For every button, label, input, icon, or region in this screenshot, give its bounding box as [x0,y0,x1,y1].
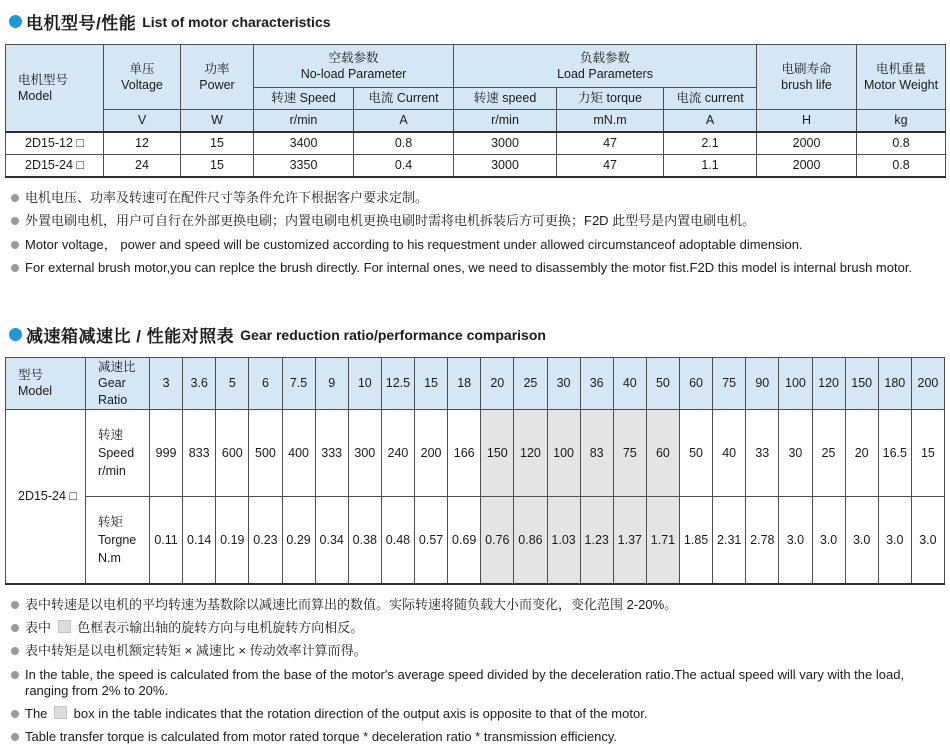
note-text: 表中转矩是以电机额定转矩 × 减速比 × 传动效率计算而得。 [25,643,367,659]
torque-value-cell: 0.76 [481,496,514,584]
torque-value-cell: 0.48 [381,496,414,584]
speed-value-cell: 333 [315,409,348,496]
torque-value-cell: 0.34 [315,496,348,584]
note-item [11,729,945,745]
speed-label-en: Speed [98,445,135,460]
section-title-motor [9,9,945,34]
note-text: Table transfer torque is calculated from motor rated torque * deceleration ratio * transmission efficiency. [25,729,618,745]
col-header-load-speed: 转速 speed [454,88,557,110]
speed-value-cell: 25 [812,409,845,496]
col-header-load-group [454,45,757,88]
note-text: Motor voltage， power and speed will be customized according to his requestment under allowed circumstanceof adoptable dimension. [25,236,803,252]
note-bullet-icon [11,241,19,249]
speed-value-cell: 33 [746,409,779,496]
torque-value-cell: 0.38 [348,496,381,584]
table-row [6,155,946,178]
unit-cell: r/min [254,110,354,133]
note-item [11,213,945,229]
model-cell: 2D15-12 □ [6,132,104,155]
speed-value-cell: 100 [547,409,580,496]
header-row-groups [6,45,946,88]
gear-ratio-value: 7.5 [282,358,315,410]
col-header-power-en: Power [199,78,235,92]
gear-ratio-value: 150 [845,358,878,410]
speed-value-cell: 50 [680,409,713,496]
speed-value-cell: 40 [713,409,746,496]
motor-table-body [6,132,946,177]
col-header-gear-ratio-zh: 减速比 [98,360,136,374]
note-item [11,706,945,722]
col-header-load-torque: 力矩 torque [557,88,664,110]
gear-ratio-value: 40 [613,358,646,410]
model-cell: 2D15-24 □ [6,155,104,178]
value-cell: 2000 [757,155,857,178]
section-title-gear [9,322,945,347]
value-cell: 0.8 [857,155,946,178]
gear-ratio-value: 5 [216,358,249,410]
col-header-model-zh: 型号 [18,368,44,383]
gear-ratio-value: 20 [481,358,514,410]
speed-value-cell: 600 [216,409,249,496]
gray-box-swatch [58,620,71,633]
value-cell: 47 [557,155,664,178]
torque-value-cell: 3.0 [812,496,845,584]
value-cell: 1.1 [664,155,757,178]
col-header-load-current: 电流 current [664,88,757,110]
col-header-model-en: Model [18,384,53,399]
torque-value-cell: 0.69 [448,496,481,584]
speed-value-cell: 240 [381,409,414,496]
note-bullet-icon [11,601,19,609]
col-header-power [181,45,254,110]
torque-value-cell: 2.31 [713,496,746,584]
torque-value-cell: 0.23 [249,496,282,584]
gear-ratio-value: 3.6 [183,358,216,410]
speed-row-label [86,409,150,496]
gear-ratio-value: 10 [348,358,381,410]
col-header-model [6,45,104,133]
section-title-zh: 减速箱减速比 / 性能对照表 [26,327,235,346]
value-cell: 0.8 [857,132,946,155]
gear-ratio-value: 90 [746,358,779,410]
value-cell: 2.1 [664,132,757,155]
col-header-brush-life [757,45,857,110]
gear-ratio-value: 3 [150,358,183,410]
value-cell: 3350 [254,155,354,178]
table-row [6,132,946,155]
torque-value-cell: 3.0 [779,496,812,584]
torque-value-cell: 3.0 [911,496,944,584]
torque-row-label [86,496,150,584]
speed-label-unit: r/min [98,463,126,478]
torque-value-cell: 1.85 [680,496,713,584]
note-text: 表中转速是以电机的平均转速为基数除以减速比而算出的数值。实际转速将随负载大小而变化，变化范围 2-20%。 [25,596,678,612]
value-cell: 3400 [254,132,354,155]
speed-value-cell: 400 [282,409,315,496]
speed-value-cell: 833 [183,409,216,496]
value-cell: 24 [104,155,181,178]
value-cell: 47 [557,132,664,155]
col-header-voltage-en: Voltage [121,78,163,92]
value-cell: 3000 [454,132,557,155]
blue-bullet-icon [9,328,22,341]
col-header-noload-en: No-load Parameter [300,67,407,81]
speed-value-cell: 15 [911,409,944,496]
col-header-noload-current: 电流 Current [354,88,454,110]
note-text: For external brush motor,you can replce the brush directly. For internal ones, we need to disassembly the motor fist.F2D this model is internal brush motor. [25,259,913,275]
torque-value-cell: 1.71 [646,496,679,584]
col-header-model [6,358,86,410]
col-header-model-zh: 电机型号 [18,72,69,87]
col-header-model-en: Model [18,89,53,103]
speed-value-cell: 60 [646,409,679,496]
torque-value-cell: 0.57 [415,496,448,584]
col-header-noload-group [254,45,454,88]
unit-cell: A [354,110,454,133]
value-cell: 0.8 [354,132,454,155]
torque-value-cell: 1.37 [613,496,646,584]
torque-value-cell: 0.11 [150,496,183,584]
note-bullet-icon [11,264,19,272]
speed-value-cell: 120 [514,409,547,496]
note-bullet-icon [11,647,19,655]
section-title-zh: 电机型号/性能 [26,14,137,33]
note-bullet-icon [11,624,19,632]
gear-ratio-value: 6 [249,358,282,410]
speed-value-cell: 75 [613,409,646,496]
col-header-load-en: Load Parameters [557,67,653,81]
gear-ratio-value: 15 [415,358,448,410]
gear-notes-list [11,597,945,746]
value-cell: 0.4 [354,155,454,178]
speed-value-cell: 20 [845,409,878,496]
col-header-weight [857,45,946,110]
note-item [11,190,945,206]
torque-label-zh: 转矩 [98,514,124,529]
note-text: 电机电压、功率及转速可在配件尺寸等条件允许下根据客户要求定制。 [25,190,429,205]
col-header-load-zh: 负载参数 [580,50,631,65]
unit-cell: r/min [454,110,557,133]
col-header-voltage-zh: 单压 [129,61,155,76]
gear-ratio-value: 50 [646,358,679,410]
motor-characteristics-table [5,44,946,178]
gear-ratio-value: 18 [448,358,481,410]
speed-value-cell: 999 [150,409,183,496]
gear-ratio-value: 180 [878,358,911,410]
torque-value-cell: 0.29 [282,496,315,584]
note-bullet-icon [11,194,19,202]
col-header-gear-ratio-en: Gear Ratio [98,376,128,407]
speed-value-cell: 16.5 [878,409,911,496]
speed-value-cell: 200 [415,409,448,496]
value-cell: 2000 [757,132,857,155]
unit-cell: H [757,110,857,133]
gear-ratio-value: 30 [547,358,580,410]
torque-row [6,496,945,584]
torque-value-cell: 3.0 [845,496,878,584]
col-header-gear-ratio [86,358,150,410]
note-item [11,620,945,636]
gear-ratio-value: 75 [713,358,746,410]
speed-value-cell: 83 [580,409,613,496]
note-item [11,643,945,659]
torque-label-en: Torgne [98,532,137,547]
torque-value-cell: 3.0 [878,496,911,584]
motor-notes-list [11,190,945,276]
speed-label-zh: 转速 [98,427,124,442]
col-header-power-zh: 功率 [204,61,230,76]
gear-ratio-value: 12.5 [381,358,414,410]
model-cell: 2D15-24 □ [6,409,86,584]
note-bullet-icon [11,671,19,679]
col-header-brush-zh: 电刷寿命 [781,61,832,76]
value-cell: 3000 [454,155,557,178]
gear-ratio-value: 36 [580,358,613,410]
gear-ratio-value: 9 [315,358,348,410]
note-text: 外置电刷电机，用户可自行在外部更换电刷；内置电刷电机更换电刷时需将电机拆装后方可更换；F2D 此型号是内置电刷电机。 [25,213,756,229]
torque-value-cell: 2.78 [746,496,779,584]
torque-value-cell: 0.86 [514,496,547,584]
header-row-units [6,110,946,133]
note-item [11,260,945,276]
unit-cell: A [664,110,757,133]
col-header-weight-zh: 电机重量 [876,61,927,76]
col-header-voltage [104,45,181,110]
note-item [11,667,945,700]
speed-value-cell: 150 [481,409,514,496]
gear-ratio-value: 25 [514,358,547,410]
note-text: The box in the table indicates that the rotation direction of the output axis is opposite to that of the motor. [25,706,648,721]
speed-value-cell: 30 [779,409,812,496]
section-title-en: Gear reduction ratio/performance comparison [240,326,546,343]
note-bullet-icon [11,710,19,718]
note-item [11,237,945,253]
gear-ratio-value: 120 [812,358,845,410]
note-text: 表中 色框表示输出轴的旋转方向与电机旋转方向相反。 [25,620,364,635]
gear-ratio-value: 100 [779,358,812,410]
note-item [11,597,945,613]
col-header-noload-speed: 转速 Speed [254,88,354,110]
unit-cell: mN.m [557,110,664,133]
torque-label-unit: N.m [98,550,121,565]
gear-ratio-value: 60 [680,358,713,410]
gear-ratio-value: 200 [911,358,944,410]
torque-value-cell: 0.19 [216,496,249,584]
torque-value-cell: 1.03 [547,496,580,584]
unit-cell: W [181,110,254,133]
note-bullet-icon [11,733,19,741]
speed-value-cell: 500 [249,409,282,496]
value-cell: 15 [181,132,254,155]
unit-cell: V [104,110,181,133]
value-cell: 12 [104,132,181,155]
speed-value-cell: 300 [348,409,381,496]
unit-cell: kg [857,110,946,133]
torque-value-cell: 0.14 [183,496,216,584]
gray-box-swatch [54,706,67,719]
col-header-noload-zh: 空载参数 [328,50,379,65]
col-header-weight-en: Motor Weight [863,78,939,92]
note-bullet-icon [11,217,19,225]
speed-value-cell: 166 [448,409,481,496]
value-cell: 15 [181,155,254,178]
note-text: In the table, the speed is calculated from the base of the motor's average speed divided by the deceleration ratio.The actual speed will vary with the load, ranging from 2% to 20%. [25,666,905,698]
speed-row [6,409,945,496]
section-spacer [5,283,945,319]
torque-value-cell: 1.23 [580,496,613,584]
gear-ratio-table [5,357,945,585]
blue-bullet-icon [9,15,22,28]
gear-ratio-header-row [6,358,945,410]
col-header-brush-en: brush life [781,78,832,92]
section-title-en: List of motor characteristics [142,13,331,30]
